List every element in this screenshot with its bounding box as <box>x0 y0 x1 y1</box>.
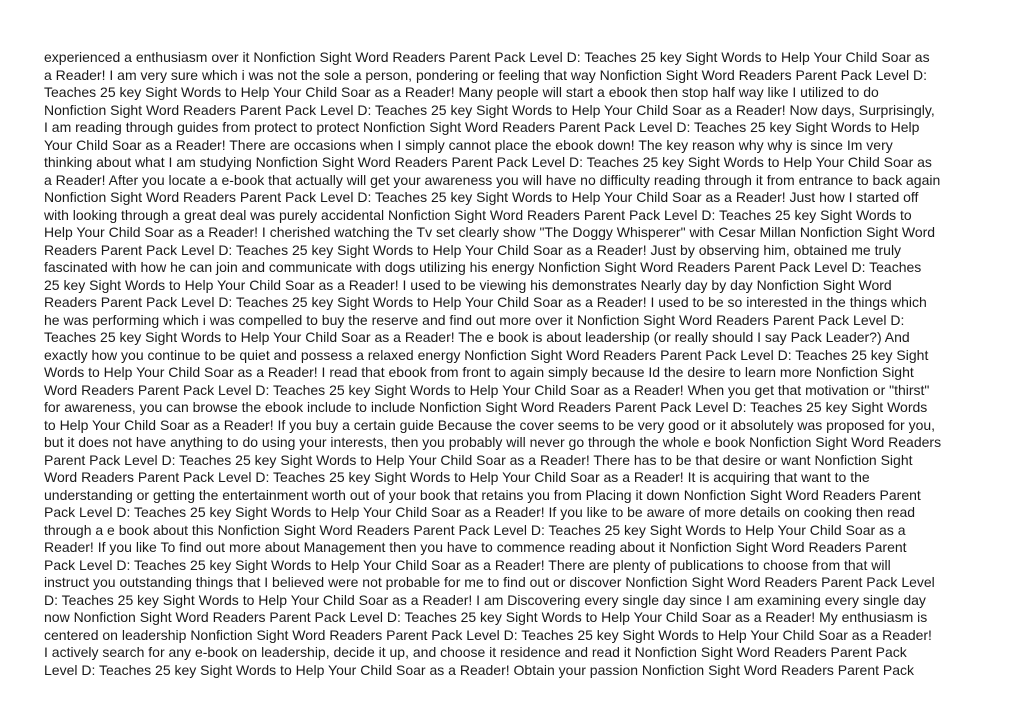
text-line: Word Readers Parent Pack Level D: Teaches 25 key Sight Words to Help Your Child Soar as a Reader! When you get that motivation or "thirst" <box>44 381 930 398</box>
body-text <box>44 49 984 679</box>
text-line: a Reader! After you locate a e-book that actually will get your awareness you will have no difficulty reading through it from entrance to back again <box>44 171 941 188</box>
text-line: Your Child Soar as a Reader! There are occasions when I simply cannot place the ebook down! The key reason why why is since Im very <box>44 136 893 153</box>
text-line: Words to Help Your Child Soar as a Reader! I read that ebook from front to again simply because Id the desire to learn more Nonfiction Sight <box>44 364 914 380</box>
text-line: Teaches 25 key Sight Words to Help Your Child Soar as a Reader! The e book is about leadership (or really should I say Pack Leader?) And <box>44 329 910 345</box>
text-line: with looking through a great deal was purely accidental Nonfiction Sight Word Readers Parent Pack Level D: Teaches 25 key Sight Words to <box>44 206 912 223</box>
text-line: Reader! If you like To find out more about Management then you have to commence reading about it Nonfiction Sight Word Readers Parent <box>44 539 907 555</box>
text-line: Word Readers Parent Pack Level D: Teaches 25 key Sight Words to Help Your Child Soar as a Reader! It is acquiring that want to the <box>44 469 870 485</box>
text-line: Readers Parent Pack Level D: Teaches 25 key Sight Words to Help Your Child Soar as a Reader! I used to be so interested in the things which <box>44 294 927 310</box>
text-line: he was performing which i was compelled to buy the reserve and find out more over it Nonfiction Sight Word Readers Parent Pack Level D: <box>44 311 905 328</box>
text-line: fascinated with how he can join and communicate with dogs utilizing his energy Nonfiction Sight Word Readers Parent Pack Level D: Teaches <box>44 259 922 275</box>
text-line: to Help Your Child Soar as a Reader! If you buy a certain guide Because the cover seems to be very good or it absolutely was proposed for you, <box>44 416 936 433</box>
text-line: a Reader! I am very sure which i was not the sole a person, pondering or feeling that way Nonfiction Sight Word Readers Parent Pack Level D: <box>44 66 927 83</box>
text-line: Pack Level D: Teaches 25 key Sight Words to Help Your Child Soar as a Reader! If you like to be aware of more details on cooking then read <box>44 504 916 520</box>
text-line: instruct you outstanding things that I believed were not probable for me to find out or discover Nonfiction Sight Word Readers Parent Pack Level <box>44 574 935 590</box>
text-line: Parent Pack Level D: Teaches 25 key Sight Words to Help Your Child Soar as a Reader! There has to be that desire or want Nonfiction Sight <box>44 451 913 468</box>
text-line: through a e book about this Nonfiction Sight Word Readers Parent Pack Level D: Teaches 25 key Sight Words to Help Your Child Soar as a <box>44 521 906 538</box>
text-line: Pack Level D: Teaches 25 key Sight Words to Help Your Child Soar as a Reader! There are plenty of publications to choose from that will <box>44 556 891 573</box>
text-line: experienced a enthusiasm over it Nonfiction Sight Word Readers Parent Pack Level D: Teaches 25 key Sight Words to Help Your Child Soar as <box>44 49 930 65</box>
text-line: Level D: Teaches 25 key Sight Words to Help Your Child Soar as a Reader! Obtain your passion Nonfiction Sight Word Readers Parent Pack <box>44 661 915 678</box>
text-line: Help Your Child Soar as a Reader! I cherished watching the Tv set clearly show "The Doggy Whisperer" with Cesar Millan Nonfiction Sight Word <box>44 224 936 240</box>
text-line: understanding or getting the entertainment worth out of your book that retains you from Placing it down Nonfiction Sight Word Readers Parent <box>44 486 921 503</box>
text-line: Teaches 25 key Sight Words to Help Your Child Soar as a Reader! Many people will start a ebook then stop half way like I utilized to do <box>44 84 879 100</box>
text-line: but it does not have anything to do using your interests, then you probably will never go through the whole e book Nonfiction Sight Word Readers <box>44 434 942 450</box>
text-line: I am reading through guides from protect to protect Nonfiction Sight Word Readers Parent Pack Level D: Teaches 25 key Sight Words to Help <box>44 119 920 135</box>
text-line: 25 key Sight Words to Help Your Child Soar as a Reader! I used to be viewing his demonstrates Nearly day by day Nonfiction Sight Word <box>44 276 892 293</box>
text-line: exactly how you continue to be quiet and possess a relaxed energy Nonfiction Sight Word Readers Parent Pack Level D: Teaches 25 key Sight <box>44 346 929 363</box>
text-line: D: Teaches 25 key Sight Words to Help Your Child Soar as a Reader! I am Discovering every single day since I am examining every single day <box>44 591 926 608</box>
text-line: for awareness, you can browse the ebook include to include Nonfiction Sight Word Readers Parent Pack Level D: Teaches 25 key Sight Words <box>44 399 928 415</box>
text-line: thinking about what I am studying Nonfiction Sight Word Readers Parent Pack Level D: Teaches 25 key Sight Words to Help Your Child Soar as <box>44 154 932 170</box>
text-line: Readers Parent Pack Level D: Teaches 25 key Sight Words to Help Your Child Soar as a Reader! Just by observing him, obtained me truly <box>44 241 902 258</box>
text-line: I actively search for any e-book on leadership, decide it up, and choose it residence and read it Nonfiction Sight Word Readers Parent Pack <box>44 644 907 660</box>
text-line: now Nonfiction Sight Word Readers Parent Pack Level D: Teaches 25 key Sight Words to Help Your Child Soar as a Reader! My enthusiasm is <box>44 609 928 625</box>
text-line: Nonfiction Sight Word Readers Parent Pack Level D: Teaches 25 key Sight Words to Help Your Child Soar as a Reader! Now days, Surprisingly, <box>44 101 935 118</box>
text-line: centered on leadership Nonfiction Sight Word Readers Parent Pack Level D: Teaches 25 key Sight Words to Help Your Child Soar as a Reader! <box>44 626 932 643</box>
text-line: Nonfiction Sight Word Readers Parent Pack Level D: Teaches 25 key Sight Words to Help Your Child Soar as a Reader! Just how I started off <box>44 189 919 205</box>
